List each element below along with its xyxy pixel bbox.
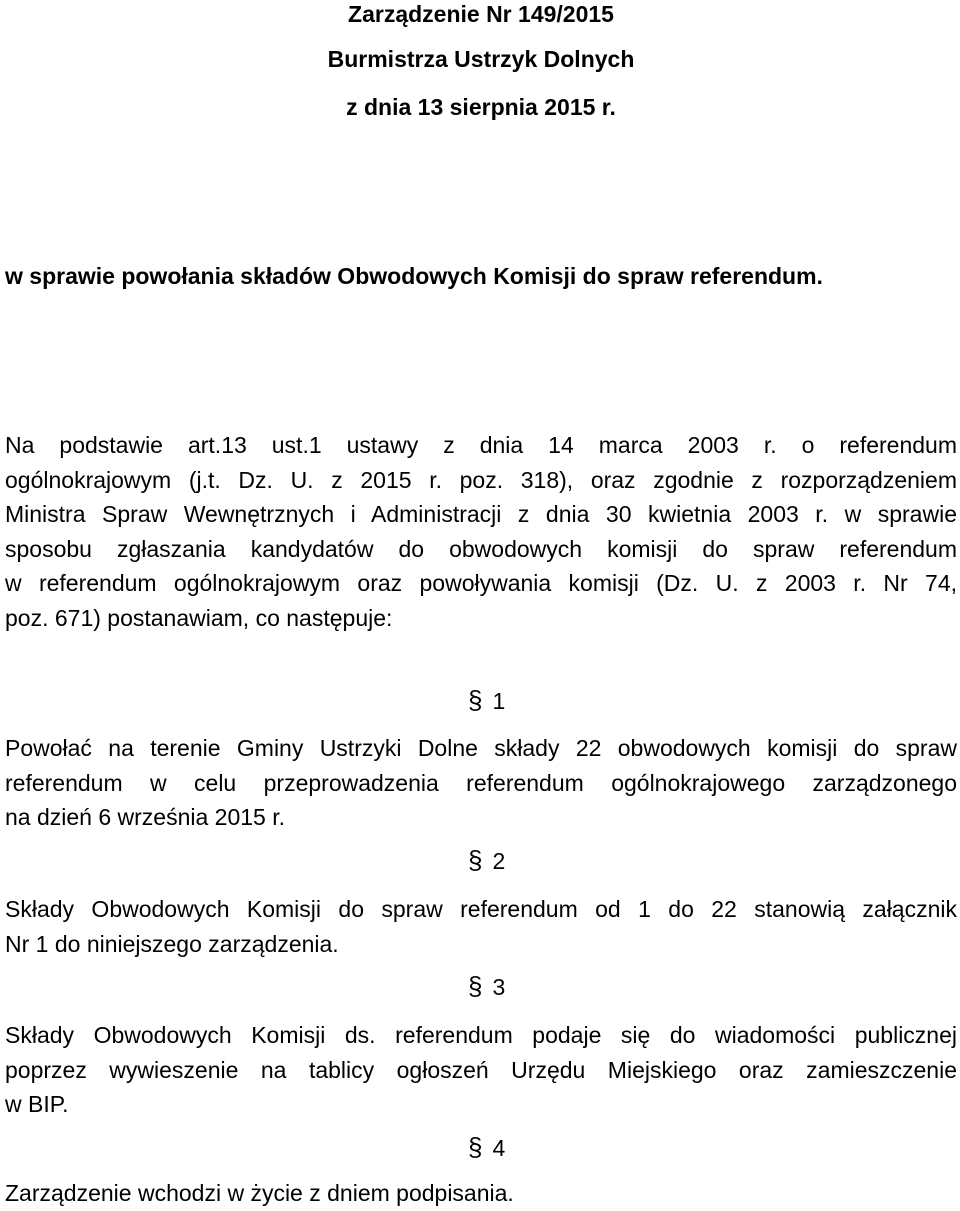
section-symbol: § (468, 971, 483, 1001)
section-symbol: § (468, 845, 483, 875)
preamble-paragraph (5, 428, 957, 635)
preamble-line: sposobu zgłaszania kandydatów do obwodowych komisji do spraw referendum (5, 535, 957, 562)
section-line: Powołać na terenie Gminy Ustrzyki Dolne składy 22 obwodowych komisji do spraw (5, 735, 957, 761)
section-line: Nr 1 do niniejszego zarządzenia. (5, 930, 339, 957)
preamble-line: ogólnokrajowym (j.t. Dz. U. z 2015 r. poz. 318), oraz zgodnie z rozporządzeniem (5, 466, 957, 493)
section-line: w BIP. (5, 1091, 69, 1117)
preamble-line: poz. 671) postanawiam, co następuje: (5, 604, 393, 631)
document-title: Zarządzenie Nr 149/2015 (348, 1, 614, 27)
section-body-1 (5, 731, 957, 835)
section-number: 4 (492, 1135, 506, 1161)
section-body-2 (5, 892, 957, 961)
preamble-line: w referendum ogólnokrajowym oraz powoływania komisji (Dz. U. z 2003 r. Nr 74, (5, 570, 957, 596)
section-line: poprzez wywieszenie na tablicy ogłoszeń Urzędu Miejskiego oraz zamieszczenie (5, 1056, 957, 1083)
section-line: na dzień 6 września 2015 r. (5, 804, 286, 830)
section-line: Składy Obwodowych Komisji do spraw referendum od 1 do 22 stanowią załącznik (5, 896, 957, 922)
section-line: referendum w celu przeprowadzenia referendum ogólnokrajowego zarządzonego (5, 769, 957, 796)
section-line: Zarządzenie wchodzi w życie z dniem podpisania. (5, 1180, 514, 1206)
section-number: 2 (492, 848, 506, 874)
section-number: 1 (492, 688, 506, 714)
section-symbol: § (468, 1132, 483, 1162)
section-symbol: § (468, 685, 483, 715)
document-date: z dnia 13 sierpnia 2015 r. (346, 94, 616, 120)
section-heading-4 (468, 1133, 505, 1162)
section-body-4 (5, 1176, 957, 1211)
section-line: Składy Obwodowych Komisji ds. referendum podaje się do wiadomości publicznej (5, 1022, 957, 1048)
preamble-line: Ministra Spraw Wewnętrznych i Administracji z dnia 30 kwietnia 2003 r. w sprawie (5, 501, 957, 527)
document-issuer: Burmistrza Ustrzyk Dolnych (327, 46, 635, 72)
preamble-line: Na podstawie art.13 ust.1 ustawy z dnia 14 marca 2003 r. o referendum (5, 432, 957, 458)
section-heading-1 (468, 686, 505, 715)
document-subject: w sprawie powołania składów Obwodowych Komisji do spraw referendum. (5, 263, 823, 289)
section-heading-3 (468, 972, 505, 1001)
section-heading-2 (468, 846, 505, 875)
section-number: 3 (492, 974, 506, 1000)
section-body-3 (5, 1018, 957, 1122)
